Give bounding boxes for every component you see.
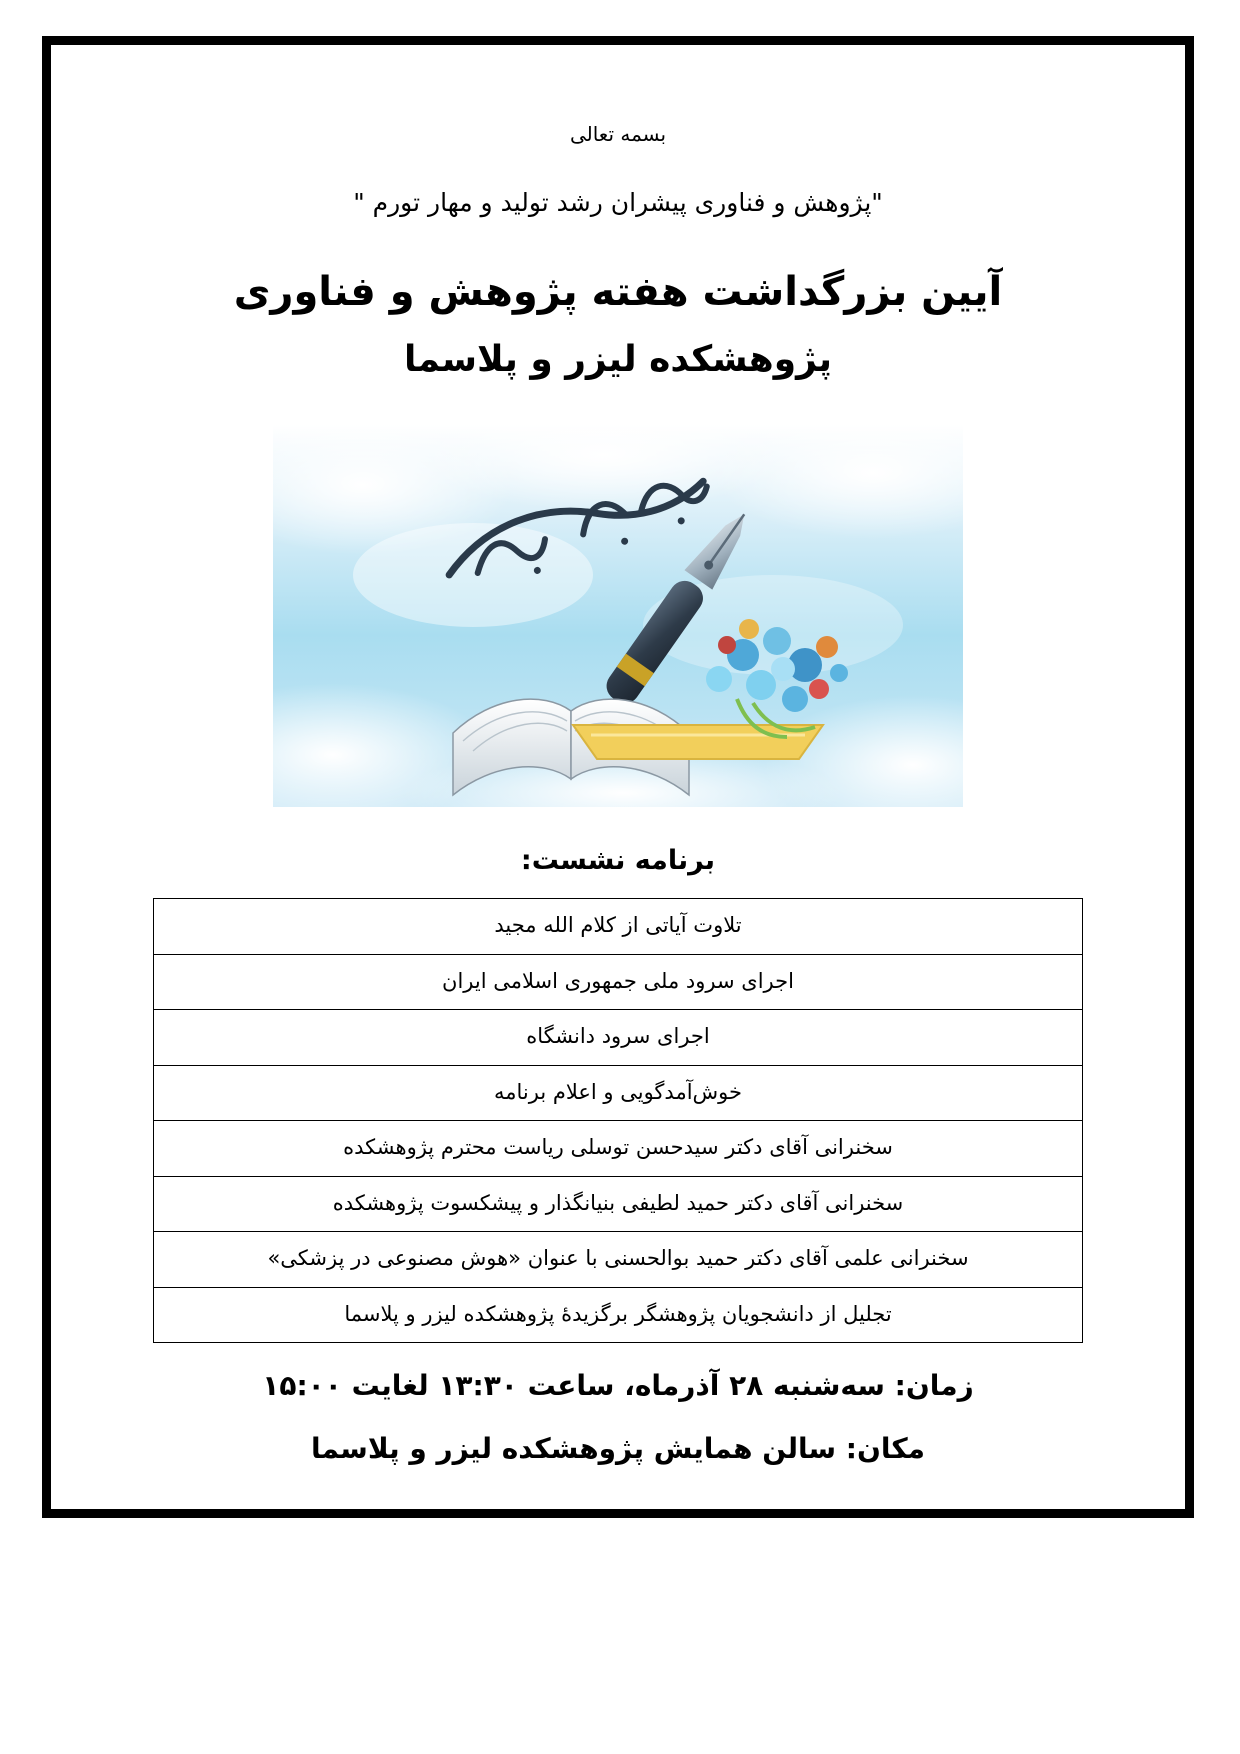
research-week-banner [273, 425, 963, 807]
table-row [154, 899, 1083, 955]
program-item: تجلیل از دانشجویان پژوهشگر برگزیدهٔ پژوهشکده لیزر و پلاسما [154, 1287, 1083, 1343]
table-row [154, 954, 1083, 1010]
event-place: مکان: سالن همایش پژوهشکده لیزر و پلاسما [311, 1432, 925, 1466]
program-item: خوش‌آمدگویی و اعلام برنامه [154, 1065, 1083, 1121]
table-row [154, 1232, 1083, 1288]
program-item: سخنرانی علمی آقای دکتر حمید بوالحسنی با عنوان «هوش مصنوعی در پزشکی» [154, 1232, 1083, 1288]
program-item: اجرای سرود ملی جمهوری اسلامی ایران [154, 954, 1083, 1010]
program-heading: برنامه نشست: [520, 845, 716, 877]
table-row [154, 1010, 1083, 1066]
bismillah-text: بسمه تعالی [569, 122, 667, 146]
page-subtitle: پژوهشکده لیزر و پلاسما [403, 339, 833, 380]
program-item: تلاوت آیاتی از کلام الله مجید [154, 899, 1083, 955]
table-row [154, 1121, 1083, 1177]
program-item: سخنرانی آقای دکتر حمید لطیفی بنیانگذار و پیشکسوت پژوهشکده [154, 1176, 1083, 1232]
program-item: اجرای سرود دانشگاه [154, 1010, 1083, 1066]
banner-illustration [273, 425, 963, 807]
table-row [154, 1287, 1083, 1343]
table-row [154, 1065, 1083, 1121]
table-row [154, 1176, 1083, 1232]
poster-content [86, 60, 1150, 1498]
year-slogan: "پژوهش و فناوری پیشران رشد تولید و مهار تورم " [353, 188, 883, 217]
program-table [153, 898, 1083, 1343]
page-title: آیین بزرگداشت هفته پژوهش و فناوری [233, 269, 1003, 315]
program-item: سخنرانی آقای دکتر سیدحسن توسلی ریاست محترم پژوهشکده [154, 1121, 1083, 1177]
event-time: زمان: سه‌شنبه ۲۸ آذرماه، ساعت ۱۳:۳۰ لغایت ۱۵:۰۰ [262, 1369, 974, 1403]
